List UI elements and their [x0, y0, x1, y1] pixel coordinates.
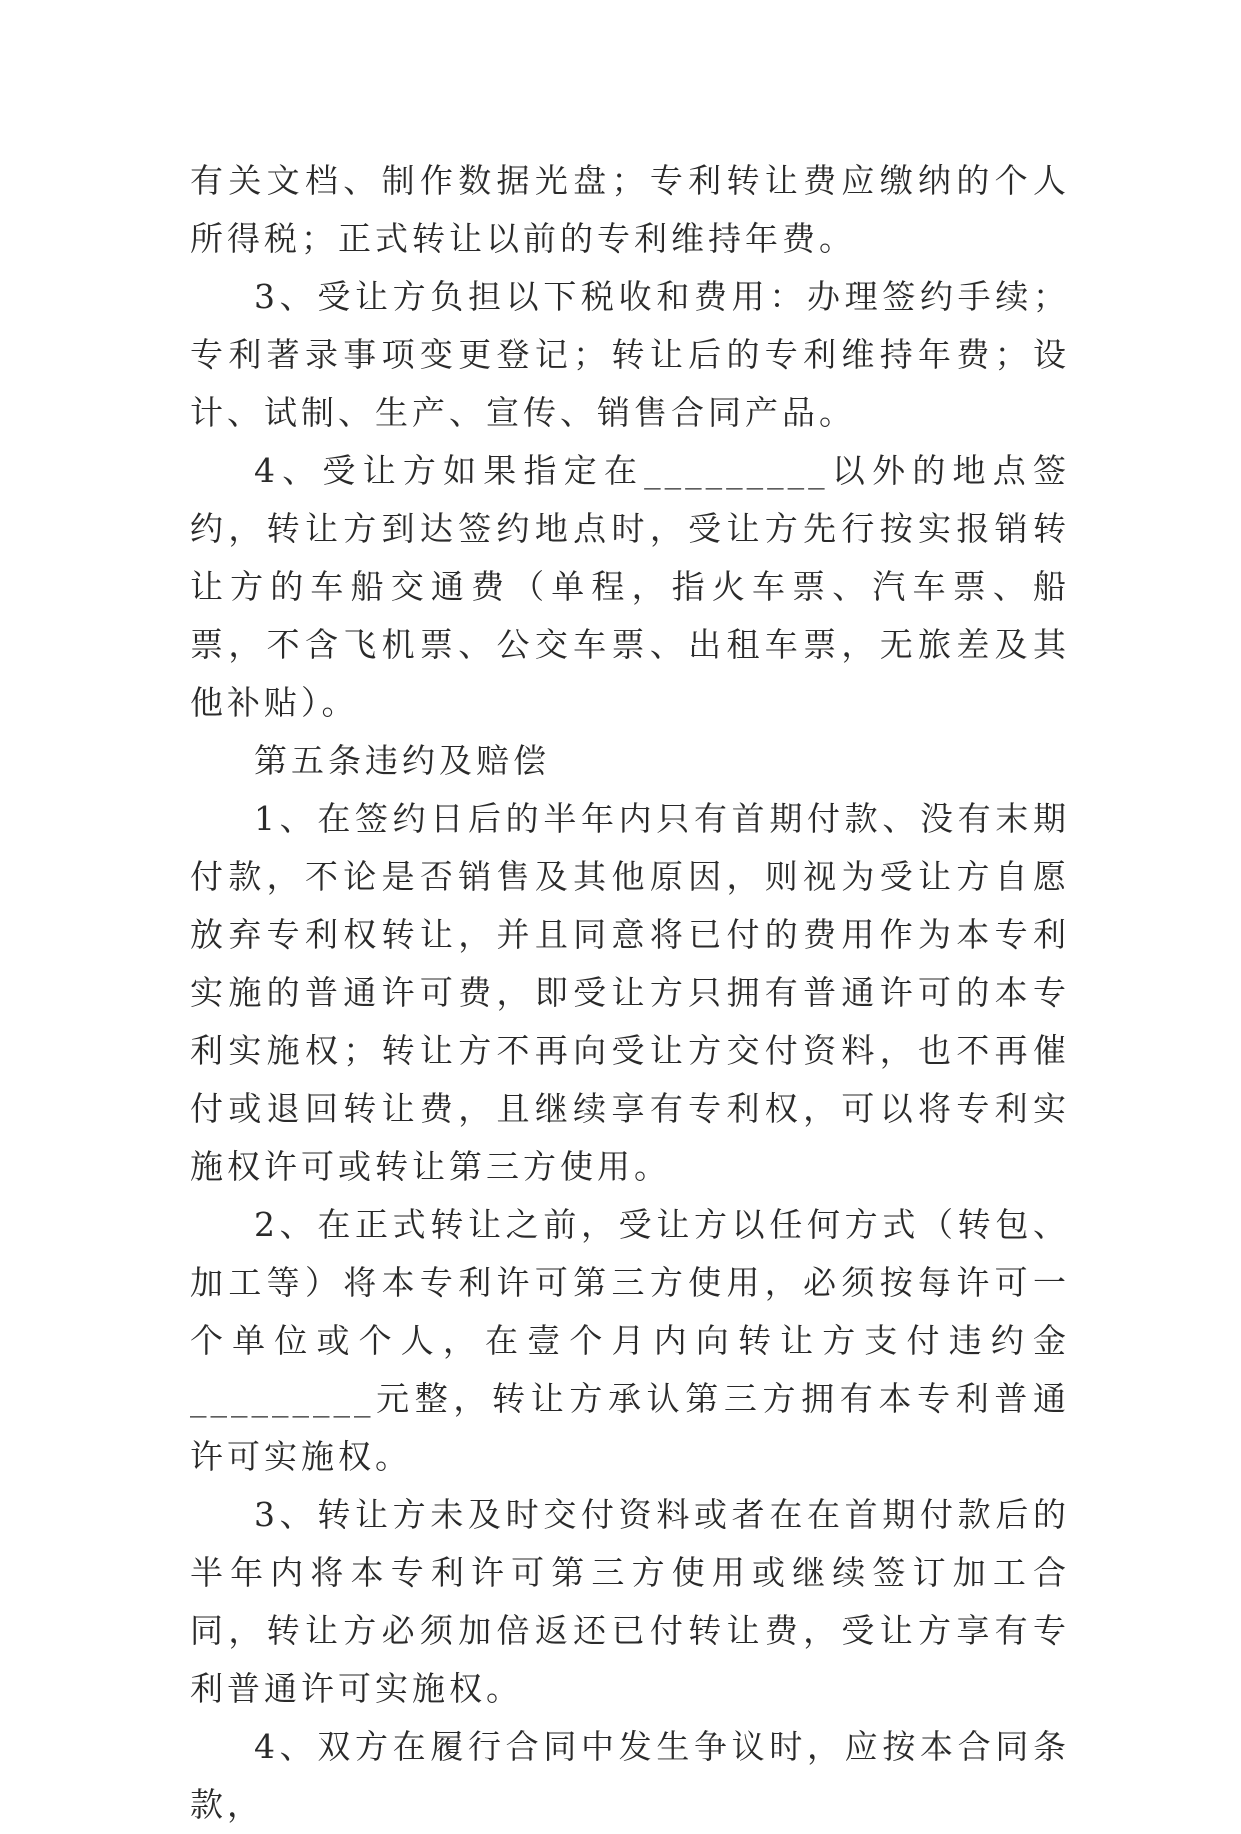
paragraph-breach-1: 1、在签约日后的半年内只有首期付款、没有末期付款，不论是否销售及其他原因，则视为受让方自愿放弃专利权转让，并且同意将已付的费用作为本专利实施的普通许可费，即受让方只拥有普通许可的本专利实施权；转让方不再向受让方交付资料，也不再催付或退回转让费，且继续享有专利权，可以将专利实施权许可或转让第三方使用。 [190, 799, 1070, 1186]
paragraph-continuation: 有关文档、制作数据光盘；专利转让费应缴纳的个人所得税；正式转让以前的专利维持年费。 [190, 161, 1070, 258]
paragraph-clause-3: 3、受让方负担以下税收和费用：办理签约手续；专利著录事项变更登记；转让后的专利维持年费；设计、试制、生产、宣传、销售合同产品。 [190, 277, 1070, 432]
paragraph-breach-3: 3、转让方未及时交付资料或者在在首期付款后的半年内将本专利许可第三方使用或继续签订加工合同，转让方必须加倍返还已付转让费，受让方享有专利普通许可实施权。 [190, 1495, 1070, 1708]
document-body [190, 152, 1070, 1834]
paragraph-breach-4: 4、双方在履行合同中发生争议时，应按本合同条款， [190, 1727, 1070, 1824]
paragraph-clause-4: 4、受让方如果指定在_________以外的地点签约，转让方到达签约地点时，受让方先行按实报销转让方的车船交通费（单程，指火车票、汽车票、船票，不含飞机票、公交车票、出租车票，无旅差及其他补贴）。 [190, 451, 1070, 722]
paragraph-breach-2: 2、在正式转让之前，受让方以任何方式（转包、加工等）将本专利许可第三方使用，必须按每许可一个单位或个人，在壹个月内向转让方支付违约金_________元整，转让方承认第三方拥有本专利普通许可实施权。 [190, 1205, 1070, 1476]
section-heading-article-5: 第五条违约及赔偿 [254, 741, 550, 780]
